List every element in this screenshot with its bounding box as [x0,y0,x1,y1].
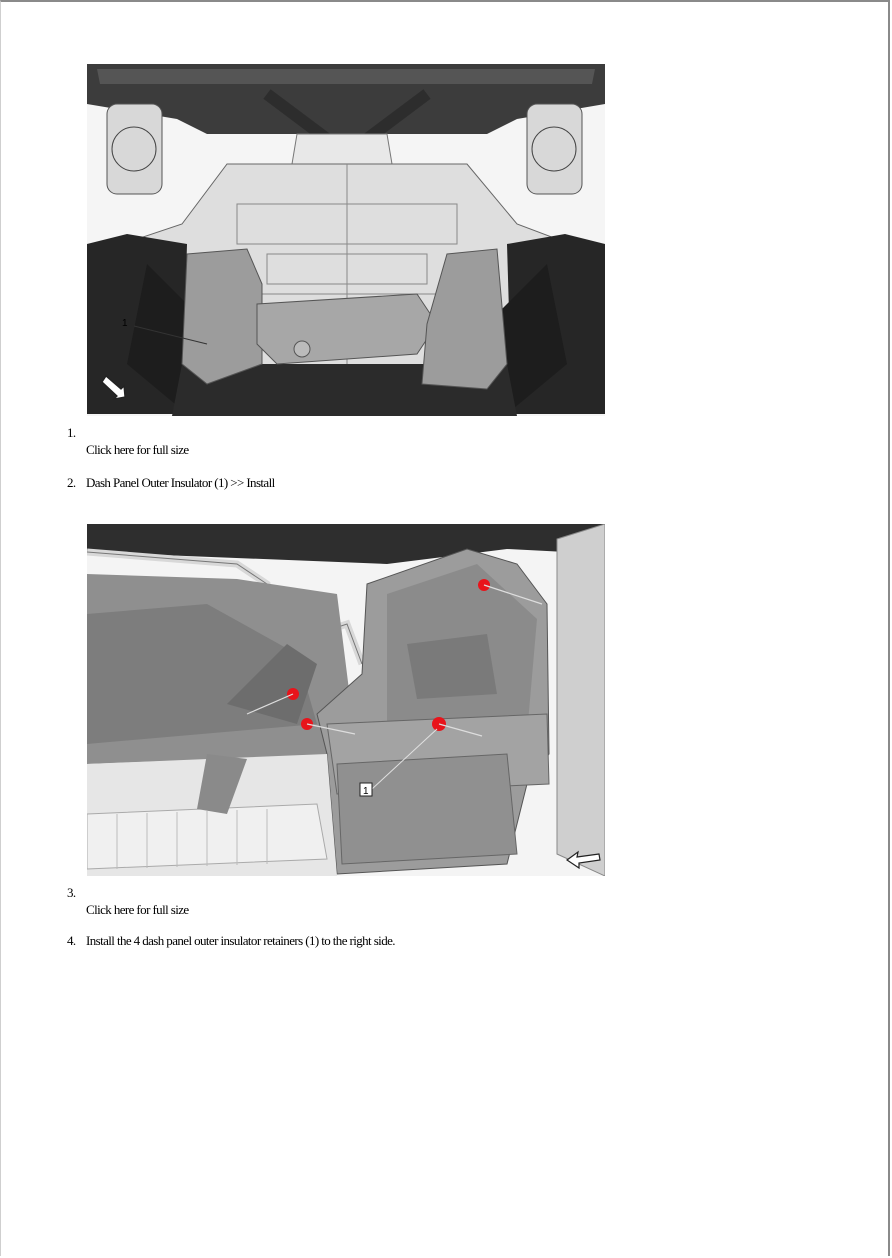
step-number-3: 3. [67,885,76,900]
figure-insulator-retainers[interactable] [87,524,605,876]
step-text-2: Dash Panel Outer Insulator (1) >> Install [86,475,275,490]
step-text-4: Install the 4 dash panel outer insulator retainers (1) to the right side. [86,933,395,948]
callout-label: 1 [122,318,128,329]
step-number-2: 2. [67,475,76,490]
full-size-link-1[interactable]: Click here for full size [86,442,189,457]
step-number-1: 1. [67,425,76,440]
figure-vehicle-underbody[interactable] [87,64,605,416]
full-size-link-3[interactable]: Click here for full size [86,902,189,917]
underbody-illustration [87,64,605,416]
insulator-illustration [87,524,605,876]
callout-label: 1 [363,786,369,797]
step-number-4: 4. [67,933,76,948]
